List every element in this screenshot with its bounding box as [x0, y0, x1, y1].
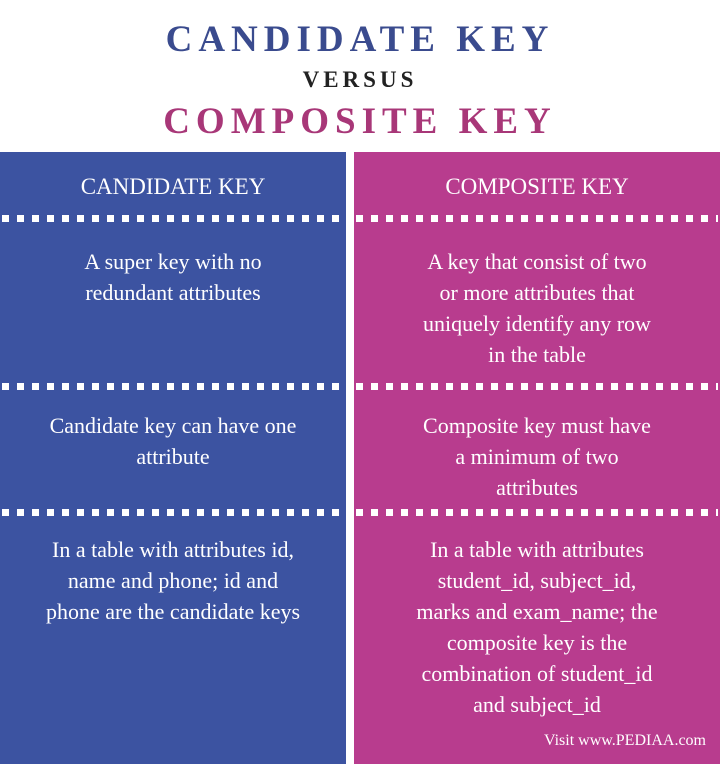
title-composite-key: COMPOSITE KEY	[163, 101, 557, 142]
composite-key-heading: COMPOSITE KEY	[445, 174, 629, 199]
dotted-divider	[2, 215, 344, 222]
versus-label: VERSUS	[302, 67, 418, 92]
composite-key-column	[354, 152, 720, 764]
candidate-definition: A super key with no redundant attributes	[84, 249, 262, 305]
candidate-key-heading: CANDIDATE KEY	[80, 174, 266, 199]
composite-definition: A key that consist of two or more attributes that uniquely identify any row in the table	[423, 249, 651, 367]
dotted-divider	[2, 509, 344, 516]
dotted-divider	[2, 383, 344, 390]
infographic-header	[0, 0, 720, 152]
candidate-example: In a table with attributes id, name and phone; id and phone are the candidate keys	[45, 537, 301, 624]
composite-attribute-count: Composite key must have a minimum of two attributes	[423, 413, 651, 500]
dotted-divider	[356, 383, 718, 390]
composite-example: In a table with attributes student_id, subject_id, marks and exam_name; the composite key is the combination of student_id and subject_id	[416, 537, 658, 717]
candidate-key-column	[0, 152, 346, 764]
dotted-divider	[356, 509, 718, 516]
candidate-attribute-count: Candidate key can have one attribute	[49, 413, 297, 469]
dotted-divider	[356, 215, 718, 222]
website-credit: Visit www.PEDIAA.com	[544, 732, 706, 749]
title-candidate-key: CANDIDATE KEY	[165, 19, 555, 60]
